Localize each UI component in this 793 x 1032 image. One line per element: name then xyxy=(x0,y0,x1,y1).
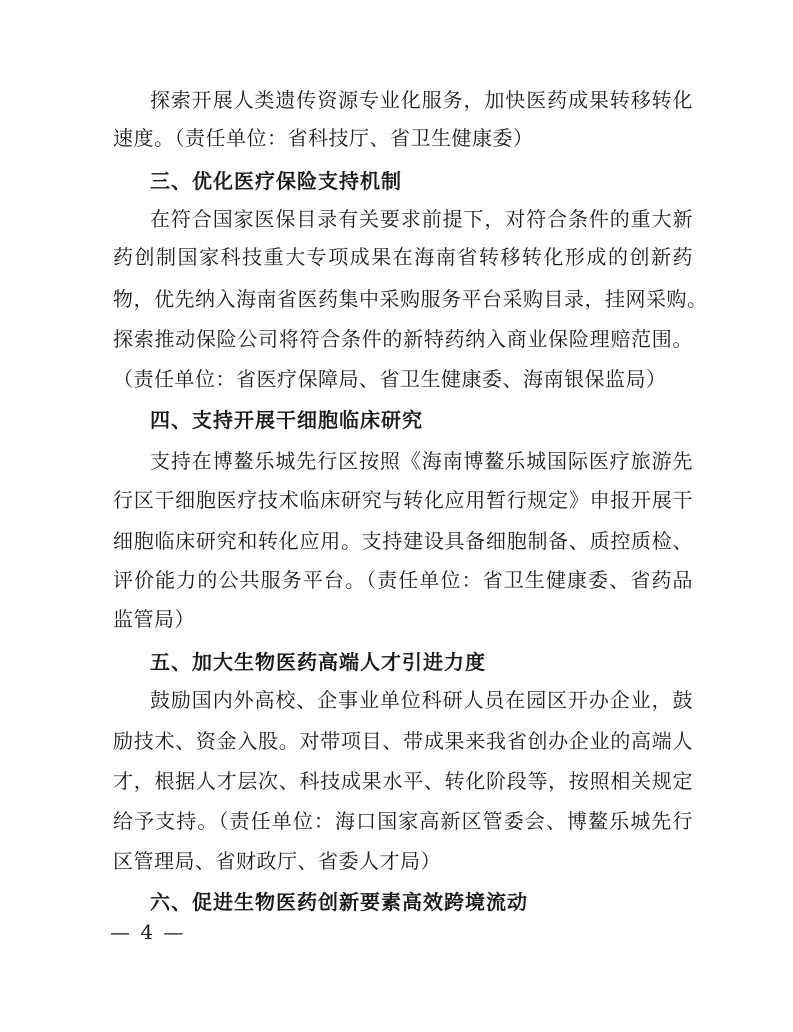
paragraph-line: 速度。（责任单位：省科技厅、省卫生健康委） xyxy=(113,126,534,150)
paragraph-line: 给予支持。（责任单位：海口国家高新区管委会、博鳌乐城先行 xyxy=(113,809,693,833)
paragraph-line: 支持在博鳌乐城先行区按照《海南博鳌乐城国际医疗旅游先 xyxy=(150,449,693,473)
paragraph-line: 行区干细胞医疗技术临床研究与转化应用暂行规定》申报开展干 xyxy=(113,488,693,512)
paragraph-line: 在符合国家医保目录有关要求前提下，对符合条件的重大新 xyxy=(150,207,693,231)
section-heading: 六、促进生物医药创新要素高效跨境流动 xyxy=(150,890,528,914)
paragraph-line: 细胞临床研究和转化应用。支持建设具备细胞制备、质控质检、 xyxy=(113,529,693,553)
paragraph-line: 药创制国家科技重大专项成果在海南省转移转化形成的创新药 xyxy=(113,245,693,269)
paragraph-line: 探索推动保险公司将符合条件的新特药纳入商业保险理赔范围。 xyxy=(113,327,693,351)
paragraph-line: 探索开展人类遗传资源专业化服务，加快医药成果转移转化 xyxy=(150,88,693,112)
paragraph-line: 物，优先纳入海南省医药集中采购服务平台采购目录，挂网采购。 xyxy=(113,287,708,311)
paragraph-line: 才，根据人才层次、科技成果水平、转化阶段等，按照相关规定 xyxy=(113,769,693,793)
paragraph-line: 监管局） xyxy=(113,607,195,631)
paragraph-line: 评价能力的公共服务平台。（责任单位：省卫生健康委、省药品 xyxy=(113,568,693,592)
section-heading: 三、优化医疗保险支持机制 xyxy=(150,169,402,193)
paragraph-line: （责任单位：省医疗保障局、省卫生健康委、海南银保监局） xyxy=(113,367,667,391)
section-heading: 四、支持开展干细胞临床研究 xyxy=(150,408,423,432)
section-heading: 五、加大生物医药高端人才引进力度 xyxy=(150,650,486,674)
paragraph-line: 励技术、资金入股。对带项目、带成果来我省创办企业的高端人 xyxy=(113,729,693,753)
page-number: — 4 — xyxy=(110,920,186,944)
paragraph-line: 区管理局、省财政厅、省委人才局） xyxy=(113,849,441,873)
paragraph-line: 鼓励国内外高校、企事业单位科研人员在园区开办企业，鼓 xyxy=(150,688,693,712)
